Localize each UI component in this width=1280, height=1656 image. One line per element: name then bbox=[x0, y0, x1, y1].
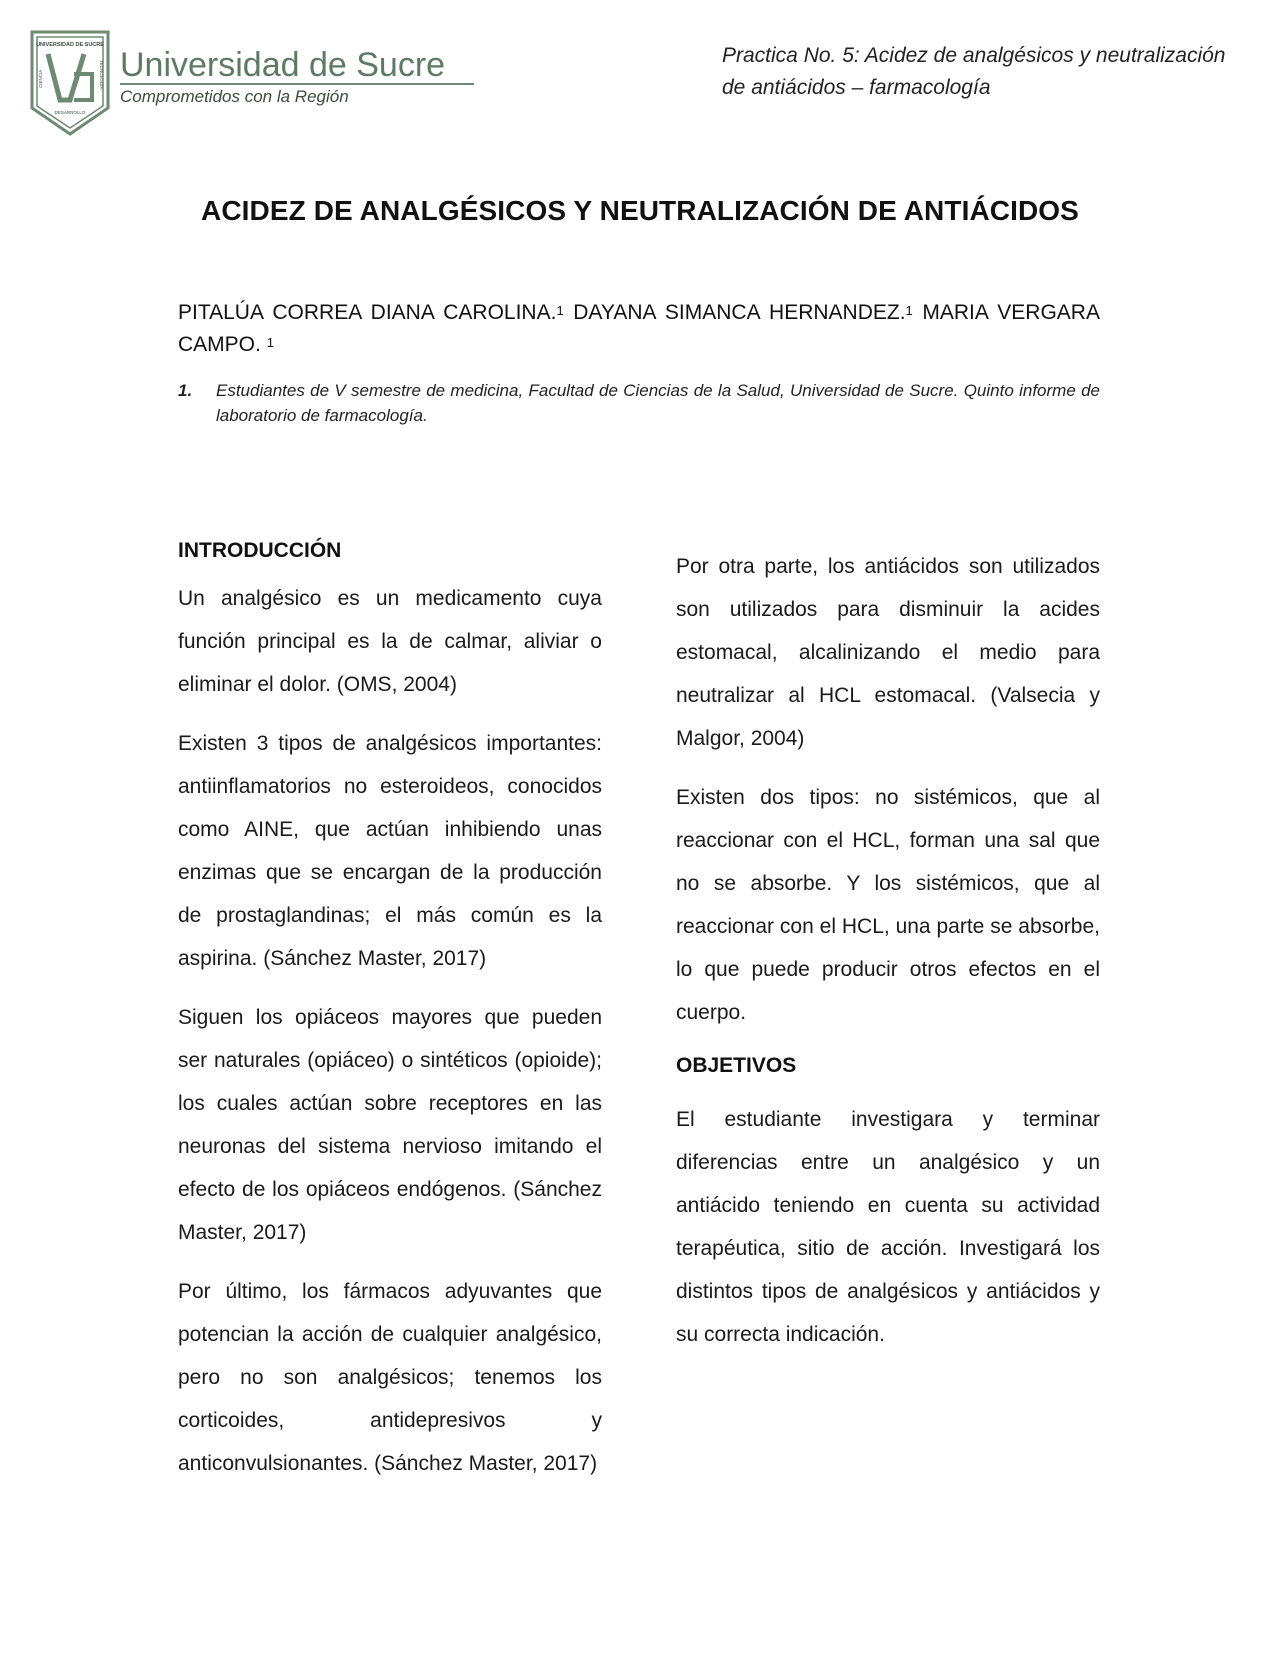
author-name: MARIA VERGARA CAMPO. bbox=[178, 301, 1100, 356]
seal-top-text: UNIVERSIDAD DE SUCRE bbox=[36, 42, 104, 48]
university-seal-icon bbox=[32, 32, 108, 134]
affiliation bbox=[178, 378, 1100, 428]
section-heading-objetivos: OBJETIVOS bbox=[676, 1054, 797, 1077]
body-paragraph: Un analgésico es un medicamento cuya función principal es la de calmar, aliviar o eliminar el dolor. (OMS, 2004) bbox=[178, 587, 602, 696]
body-paragraph: El estudiante investigara y terminar diferencias entre un analgésico y un antiácido teniendo en cuenta su actividad terapéutica, sitio de acción. Investigará los distintos tipos de analgésicos y antiácidos y su correcta indicación. bbox=[676, 1108, 1100, 1346]
seal-left-text: CIENCIA bbox=[38, 69, 43, 88]
body-paragraph: Siguen los opiáceos mayores que pueden ser naturales (opiáceo) o sintéticos (opioide); los cuales actúan sobre receptores en las neuronas del sistema nervioso imitando el efecto de los opiáceos endógenos. (Sánchez Master, 2017) bbox=[178, 1006, 602, 1244]
section-heading-introduccion: INTRODUCCIÓN bbox=[178, 539, 342, 562]
paper-title: ACIDEZ DE ANALGÉSICOS Y NEUTRALIZACIÓN DE ANTIÁCIDOS bbox=[201, 195, 1079, 226]
author-affiliation-mark: 1 bbox=[905, 303, 913, 318]
author-list bbox=[178, 297, 1100, 361]
affiliation-number: 1. bbox=[178, 381, 193, 400]
body-paragraph: Existen 3 tipos de analgésicos importantes: antiinflamatorios no esteroideos, conocidos como AINE, que actúan inhibiendo unas enzimas que se encargan de la producción de prostaglandinas; el más común es la aspirina. (Sánchez Master, 2017) bbox=[178, 732, 602, 970]
body-paragraph: Por otra parte, los antiácidos son utilizados son utilizados para disminuir la acides estomacal, alcalinizando el medio para neutralizar al HCL estomacal. (Valsecia y Malgor, 2004) bbox=[676, 555, 1100, 750]
author-affiliation-mark: 1 bbox=[266, 335, 274, 350]
body-paragraph: Por último, los fármacos adyuvantes que potencian la acción de cualquier analgésico, pero no son analgésicos; tenemos los corticoides, antidepresivos y anticonvulsionantes. (Sánchez Master, 2017) bbox=[178, 1280, 602, 1475]
seal-right-text: TECNOLOGÍA bbox=[99, 60, 104, 90]
right-column bbox=[676, 545, 1100, 1372]
seal-bottom-text: DESARROLLO bbox=[54, 110, 86, 115]
author-name: PITALÚA CORREA DIANA CAROLINA. bbox=[178, 301, 557, 324]
left-column bbox=[178, 535, 602, 1501]
university-name: Universidad de Sucre bbox=[120, 46, 446, 84]
author-name: DAYANA SIMANCA HERNANDEZ. bbox=[573, 301, 906, 324]
affiliation-text: Estudiantes de V semestre de medicina, Facultad de Ciencias de la Salud, Universidad de Sucre. Quinto informe de laboratorio de farmacología. bbox=[216, 381, 1100, 425]
university-tagline: Comprometidos con la Región bbox=[120, 87, 349, 106]
university-logo bbox=[30, 30, 500, 140]
running-head: Practica No. 5: Acidez de analgésicos y neutralización de antiácidos – farmacología bbox=[722, 44, 1226, 99]
author-affiliation-mark: 1 bbox=[556, 303, 564, 318]
body-paragraph: Existen dos tipos: no sistémicos, que al reaccionar con el HCL, forman una sal que no se absorbe. Y los sistémicos, que al reaccionar con el HCL, una parte se absorbe, lo que puede producir otros efectos en el cuerpo. bbox=[676, 786, 1100, 1024]
